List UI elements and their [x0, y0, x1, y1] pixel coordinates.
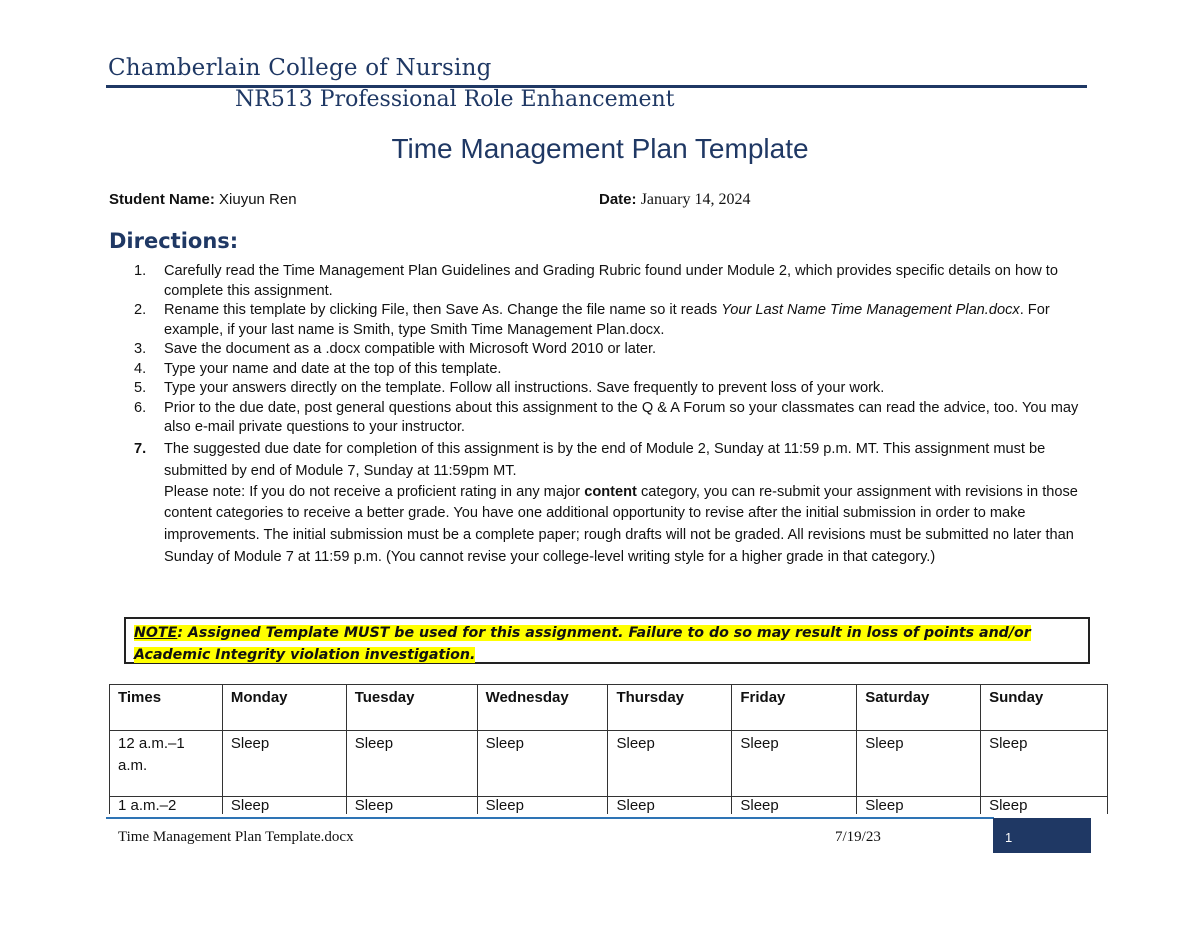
directions-list [134, 262, 1094, 569]
page-number: 1 [1005, 830, 1013, 845]
student-name-label: Student Name: [109, 191, 215, 208]
column-header: Friday [732, 685, 857, 731]
table-cell[interactable]: Sleep [477, 797, 608, 815]
column-header: Sunday [981, 685, 1108, 731]
table-cell[interactable]: Sleep [222, 731, 346, 797]
table-cell[interactable]: Sleep [222, 797, 346, 815]
date-label: Date: [599, 191, 637, 208]
table-row [110, 731, 1108, 797]
footer-date: 7/19/23 [835, 829, 881, 845]
notice-box [124, 617, 1090, 664]
table-cell[interactable]: Sleep [608, 797, 732, 815]
list-number: 2. [134, 302, 147, 318]
table-cell[interactable]: Sleep [346, 797, 477, 815]
date-line [599, 191, 750, 209]
list-item [134, 301, 1094, 340]
column-header: Times [110, 685, 223, 731]
footer-filename: Time Management Plan Template.docx [118, 829, 354, 845]
student-name-line [109, 191, 297, 208]
column-header: Wednesday [477, 685, 608, 731]
student-name-value[interactable]: Xiuyun Ren [219, 191, 297, 208]
list-item-text: Type your answers directly on the template. Follow all instructions. Save frequently to prevent loss of your work. [164, 380, 885, 396]
note-text: Please note: If you do not receive a proficient rating in any major [164, 483, 585, 500]
list-item-text: Type your name and date at the top of this template. [164, 360, 502, 377]
list-item [134, 379, 1094, 399]
table-cell[interactable]: Sleep [981, 731, 1108, 797]
column-header: Monday [222, 685, 346, 731]
table-cell[interactable]: Sleep [857, 797, 981, 815]
table-cell[interactable]: Sleep [477, 731, 608, 797]
table-cell[interactable]: Sleep [608, 731, 732, 797]
notice-label: NOTE [134, 625, 178, 641]
table-row [110, 797, 1108, 815]
table-cell[interactable]: Sleep [981, 797, 1108, 815]
page-number-box [993, 818, 1091, 853]
list-number: 3. [134, 341, 147, 357]
table-cell[interactable]: Sleep [857, 731, 981, 797]
document-title: Time Management Plan Template [391, 133, 809, 164]
list-number: 5. [134, 380, 147, 396]
list-item-text: Save the document as a .docx compatible with Microsoft Word 2010 or later. [164, 341, 657, 357]
list-number: 1. [134, 263, 147, 279]
notice-text [134, 622, 1064, 666]
table-cell[interactable]: Sleep [346, 731, 477, 797]
resubmission-note [134, 482, 1094, 569]
time-cell[interactable]: 1 a.m.–2 [110, 797, 223, 815]
list-item-text: . For example, if your last name is Smith, type Smith Time Management Plan.docx. [164, 302, 1050, 338]
table-cell[interactable]: Sleep [732, 797, 857, 815]
column-header: Tuesday [346, 685, 477, 731]
filename-example: Your Last Name Time Management Plan.docx [721, 302, 1020, 318]
column-header: Thursday [608, 685, 732, 731]
time-cell[interactable]: 12 a.m.–1 a.m. [110, 731, 223, 797]
list-number: 4. [134, 360, 147, 377]
directions-heading: Directions: [109, 229, 239, 253]
list-item-text: Prior to the due date, post general questions about this assignment to the Q & A Forum so your classmates can read the advice, too. You may also e-mail private questions to your instructor. [164, 399, 1079, 435]
date-value[interactable]: January 14, 2024 [640, 191, 751, 208]
college-name: Chamberlain College of Nursing [108, 55, 492, 81]
list-item [134, 399, 1094, 438]
notice-body: : Assigned Template MUST be used for this assignment. Failure to do so may result in loss of points and/or Academic Integrity violation investigation. [134, 625, 1031, 663]
list-item-text: Rename this template by clicking File, then Save As. Change the file name so it reads [164, 302, 722, 318]
note-paragraph-item [134, 482, 1094, 569]
list-item-text: Carefully read the Time Management Plan Guidelines and Grading Rubric found under Module 2, which provides specific details on how to complete this assignment. [164, 263, 1058, 299]
table-header-row [110, 685, 1108, 731]
list-number: 7. [134, 440, 147, 457]
course-name: NR513 Professional Role Enhancement [235, 87, 675, 112]
list-number: 6. [134, 399, 147, 416]
table-cell[interactable]: Sleep [732, 731, 857, 797]
list-item-text: The suggested due date for completion of this assignment is by the end of Module 2, Sunday at 11:59 p.m. MT. This assignment must be submitted by end of Module 7, Sunday at 11:59pm MT. [164, 440, 1046, 479]
schedule-table [109, 684, 1108, 814]
note-bold-word: content [584, 483, 637, 500]
list-item [134, 262, 1094, 301]
list-item [134, 360, 1094, 380]
footer-rule [106, 817, 994, 819]
list-item [134, 438, 1094, 482]
list-item [134, 340, 1094, 360]
note-text: category, you can re-submit your assignment with revisions in those content categories to receive a better grade. You have one additional opportunity to revise after the initial submission in order to make improvements. The initial submission must be a complete paper; rough drafts will not be graded. All revisions must be submitted no later than Sunday of Module 7 at 11:59 p.m. (You cannot revise your college-level writing style for a higher grade in that category.) [164, 483, 1078, 565]
column-header: Saturday [857, 685, 981, 731]
